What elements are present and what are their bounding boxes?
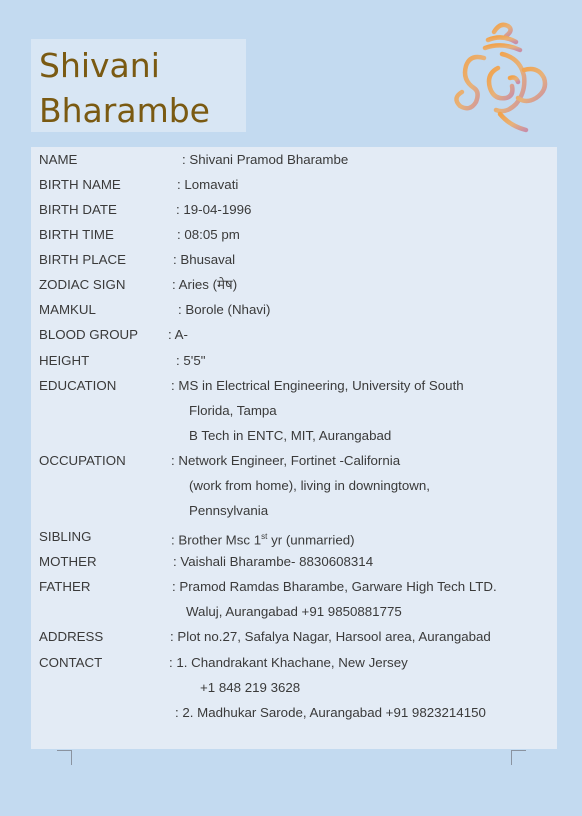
value-birth-name: : Lomavati — [177, 177, 239, 192]
page-corner-mark-right — [511, 750, 526, 765]
value-birth-place: : Bhusaval — [173, 252, 236, 267]
label-sibling: SIBLING — [39, 529, 92, 544]
value-occupation-line2: (work from home), living in downingtown, — [189, 478, 430, 493]
label-birth-name: BIRTH NAME — [39, 177, 121, 192]
biodata-card — [31, 147, 557, 749]
sibling-ordinal-suffix: st — [261, 532, 268, 541]
page-corner-mark-left — [57, 750, 72, 765]
value-contact-line2: +1 848 219 3628 — [200, 680, 301, 695]
value-contact-line3: : 2. Madhukar Sarode, Aurangabad +91 9823214150 — [175, 705, 486, 720]
value-blood-group: : A- — [168, 327, 188, 342]
value-birth-date: : 19-04-1996 — [176, 202, 252, 217]
value-father-line1: : Pramod Ramdas Bharambe, Garware High Tech LTD. — [172, 579, 497, 594]
label-occupation: OCCUPATION — [39, 453, 126, 468]
sibling-text: : Brother Msc 1 — [171, 532, 262, 548]
value-sibling — [171, 529, 355, 548]
value-occupation-line3: Pennsylvania — [189, 503, 269, 518]
value-education-line3: B Tech in ENTC, MIT, Aurangabad — [189, 428, 392, 443]
value-zodiac-sign: : Aries (मेष) — [172, 277, 238, 292]
value-mamkul: : Borole (Nhavi) — [178, 302, 271, 317]
value-birth-time: : 08:05 pm — [177, 227, 240, 242]
sibling-text-rest: yr (unmarried) — [267, 532, 355, 548]
label-education: EDUCATION — [39, 378, 117, 393]
title-last-name: Bharambe — [39, 91, 210, 130]
label-mother: MOTHER — [39, 554, 97, 569]
name-title-box — [31, 39, 246, 132]
value-name: : Shivani Pramod Bharambe — [182, 152, 349, 167]
label-mamkul: MAMKUL — [39, 302, 96, 317]
value-mother: : Vaishali Bharambe- 8830608314 — [173, 554, 374, 569]
value-height: : 5'5" — [176, 353, 206, 368]
label-name: NAME — [39, 152, 78, 167]
label-contact: CONTACT — [39, 655, 103, 670]
label-height: HEIGHT — [39, 353, 90, 368]
value-address: : Plot no.27, Safalya Nagar, Harsool area, Aurangabad — [170, 629, 491, 644]
value-education-line1: : MS in Electrical Engineering, University of South — [171, 378, 464, 393]
value-father-line2: Waluj, Aurangabad +91 9850881775 — [186, 604, 402, 619]
label-birth-date: BIRTH DATE — [39, 202, 117, 217]
value-contact-line1: : 1. Chandrakant Khachane, New Jersey — [169, 655, 408, 670]
value-occupation-line1: : Network Engineer, Fortinet -California — [171, 453, 401, 468]
page-title — [39, 43, 210, 133]
label-father: FATHER — [39, 579, 91, 594]
label-address: ADDRESS — [39, 629, 104, 644]
label-birth-time: BIRTH TIME — [39, 227, 114, 242]
ganesha-logo-icon — [440, 18, 555, 143]
label-zodiac-sign: ZODIAC SIGN — [39, 277, 126, 292]
title-first-name: Shivani — [39, 46, 160, 85]
label-birth-place: BIRTH PLACE — [39, 252, 126, 267]
label-blood-group: BLOOD GROUP — [39, 327, 139, 342]
value-education-line2: Florida, Tampa — [189, 403, 277, 418]
